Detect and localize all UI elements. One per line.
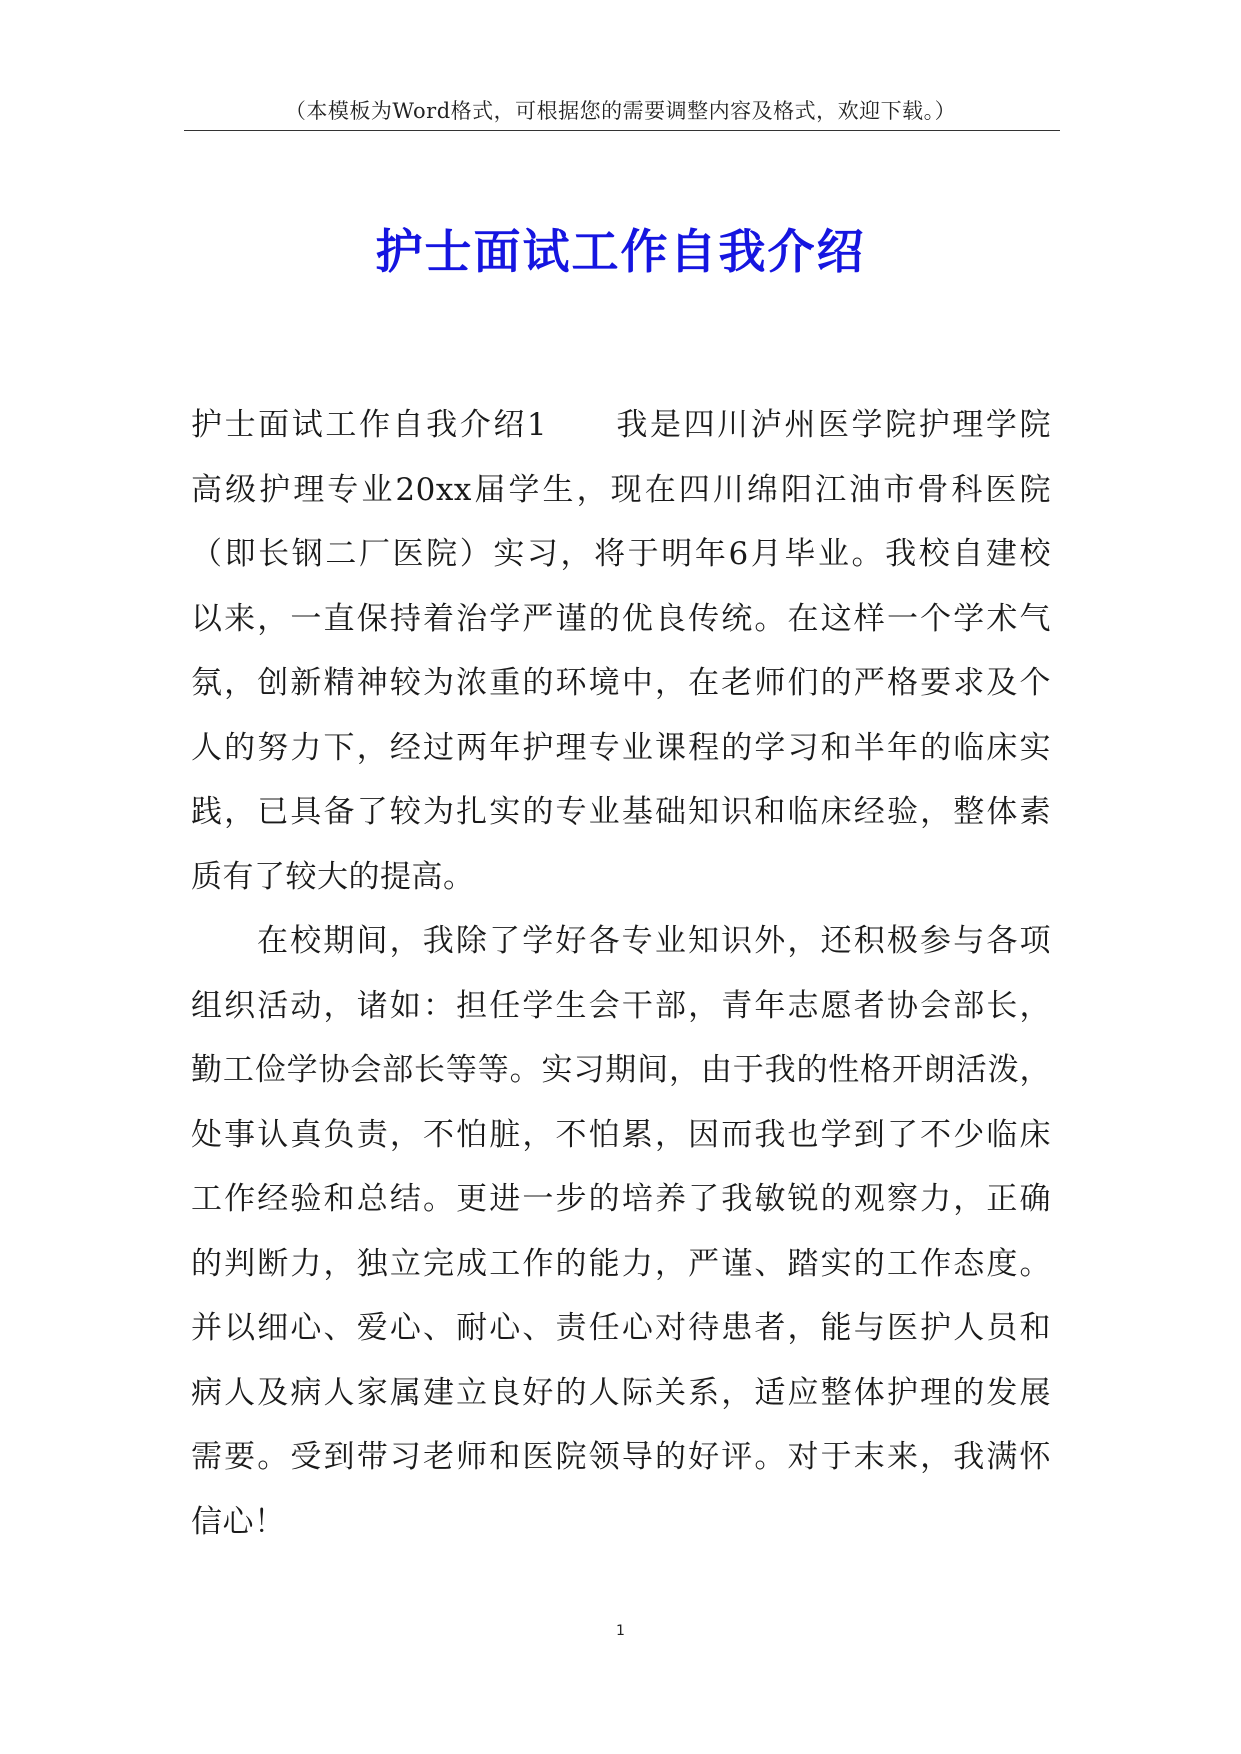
paragraph-line: 病人及病人家属建立良好的人际关系，适应整体护理的发展 [191,1374,1051,1411]
paragraph-2 [191,909,1051,1554]
paragraph-line: 高级护理专业20xx届学生，现在四川绵阳江油市骨科医院 [191,471,1051,508]
paragraph-line: 人的努力下，经过两年护理专业课程的学习和半年的临床实 [191,729,1051,766]
paragraph-line: 处事认真负责，不怕脏，不怕累，因而我也学到了不少临床 [191,1116,1051,1153]
template-note: （本模板为Word格式，可根据您的需要调整内容及格式，欢迎下载。） [284,99,957,123]
paragraph-line: 在校期间，我除了学好各专业知识外，还积极参与各项 [257,923,1051,959]
page-number: 1 [616,1623,625,1639]
paragraph-line: 并以细心、爱心、耐心、责任心对待患者，能与医护人员和 [191,1310,1051,1346]
document-body [191,393,1051,1554]
paragraph-line: （即长钢二厂医院）实习，将于明年6月毕业。我校自建校 [191,536,1051,572]
paragraph-line: 质有了较大的提高。 [191,858,475,895]
document-title: 护士面试工作自我介绍 [375,225,866,280]
paragraph-line: 信心！ [191,1503,286,1540]
paragraph-line: 勤工俭学协会部长等等。实习期间，由于我的性格开朗活泼， [191,1052,1051,1088]
paragraph-line: 护士面试工作自我介绍1 我是四川泸州医学院护理学院 [191,407,1051,443]
paragraph-1 [191,393,1051,909]
paragraph-line: 需要。受到带习老师和医院领导的好评。对于末来，我满怀 [191,1439,1051,1475]
paragraph-line: 组织活动，诸如：担任学生会干部，青年志愿者协会部长， [191,987,1051,1024]
paragraph-line: 工作经验和总结。更进一步的培养了我敏锐的观察力，正确 [191,1181,1051,1217]
paragraph-line: 氛，创新精神较为浓重的环境中，在老师们的严格要求及个 [191,665,1051,701]
paragraph-line: 以来，一直保持着治学严谨的优良传统。在这样一个学术气 [191,600,1051,637]
paragraph-line: 的判断力，独立完成工作的能力，严谨、踏实的工作态度。 [191,1245,1051,1282]
header-divider [184,130,1060,131]
paragraph-line: 践，已具备了较为扎实的专业基础知识和临床经验，整体素 [191,794,1051,830]
